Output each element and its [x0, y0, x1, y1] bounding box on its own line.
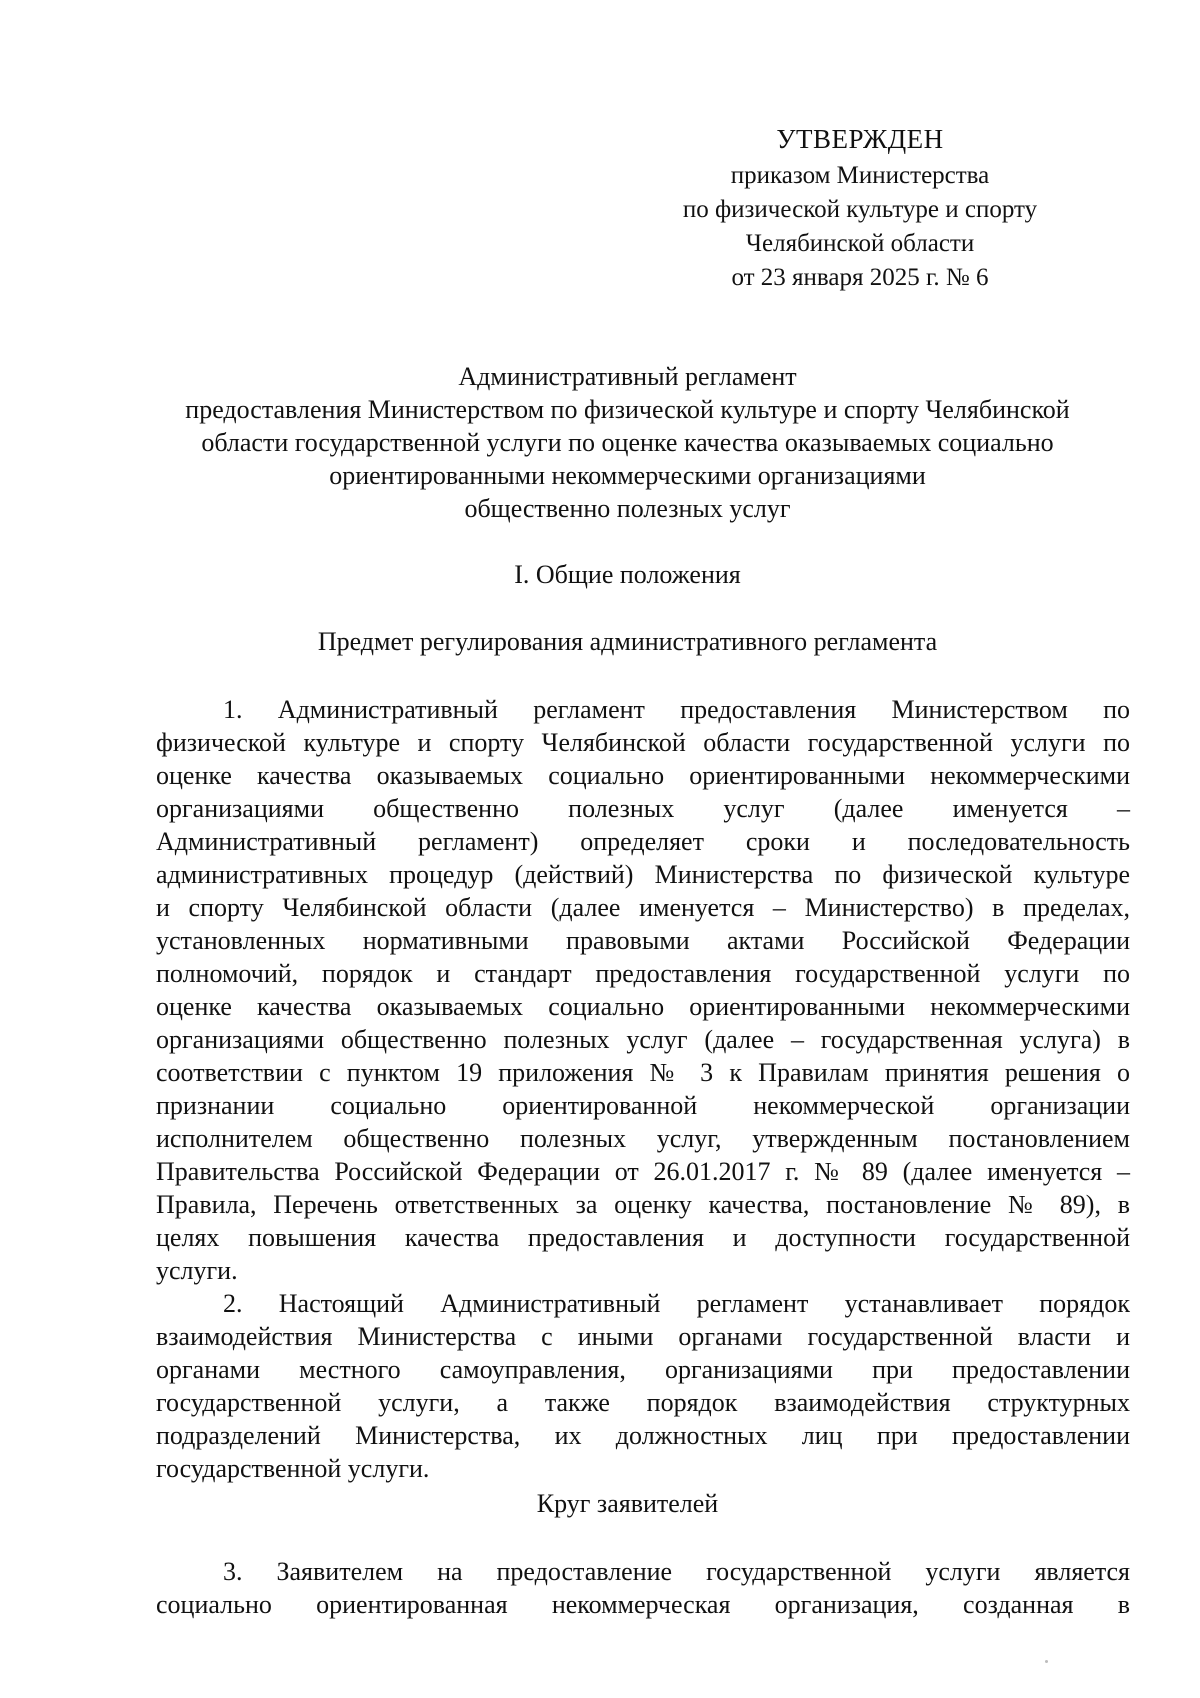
paragraph-1: [156, 693, 1130, 1287]
approval-line: по физической культуре и спорту: [682, 196, 1038, 223]
paragraph-line: организациями общественно полезных услуг (далее именуется –: [156, 794, 1130, 823]
approval-stamp-block: [600, 122, 1120, 295]
paragraph-line: организациями общественно полезных услуг (далее – государственная услуга) в: [156, 1025, 1130, 1054]
document-title-line: Административный регламент: [458, 362, 797, 391]
paragraph-line: оценке качества оказываемых социально ориентированными некоммерческими: [156, 992, 1130, 1021]
paragraph-line: и спорту Челябинской области (далее именуется – Министерство) в пределах,: [156, 893, 1130, 922]
approval-line: Челябинской области: [745, 230, 975, 257]
document-title-line: общественно полезных услуг: [464, 494, 791, 523]
scan-artifact: [1045, 1660, 1048, 1663]
section-subheading-subject: Предмет регулирования административного регламента: [317, 627, 938, 656]
approval-title: УТВЕРЖДЕН: [776, 124, 944, 154]
paragraph-line: Административный регламент) определяет сроки и последовательность: [156, 827, 1130, 856]
paragraph-line: органами местного самоуправления, организациями при предоставлении: [156, 1355, 1130, 1384]
paragraph-3: [156, 1555, 1130, 1621]
paragraph-line: признании социально ориентированной некоммерческой организации: [156, 1091, 1130, 1120]
paragraph-line: полномочий, порядок и стандарт предоставления государственной услуги по: [156, 959, 1130, 988]
paragraph-line: целях повышения качества предоставления и доступности государственной: [156, 1223, 1130, 1252]
paragraph-line: соответствии с пунктом 19 приложения № 3 к Правилам принятия решения о: [156, 1058, 1130, 1087]
document-title-line: ориентированными некоммерческими организациями: [329, 461, 926, 490]
paragraph-2: [156, 1287, 1130, 1485]
paragraph-line: социально ориентированная некоммерческая организация, созданная в: [156, 1590, 1130, 1619]
paragraph-line: административных процедур (действий) Министерства по физической культуре: [156, 860, 1130, 889]
paragraph-line: Правительства Российской Федерации от 26.01.2017 г. № 89 (далее именуется –: [156, 1157, 1130, 1186]
paragraph-line: 1. Административный регламент предоставления Министерством по: [223, 695, 1130, 724]
paragraph-line: физической культуре и спорту Челябинской области государственной услуги по: [156, 728, 1130, 757]
paragraph-line: государственной услуги.: [156, 1454, 430, 1483]
paragraph-line: подразделений Министерства, их должностных лиц при предоставлении: [156, 1421, 1130, 1450]
paragraph-line: Правила, Перечень ответственных за оценку качества, постановление № 89), в: [156, 1190, 1130, 1219]
approval-line: от 23 января 2025 г. № 6: [731, 264, 989, 291]
paragraph-line: 3. Заявителем на предоставление государственной услуги является: [223, 1557, 1130, 1586]
document-title: [130, 360, 1125, 525]
paragraph-line: установленных нормативными правовыми актами Российской Федерации: [156, 926, 1130, 955]
paragraph-line: государственной услуги, а также порядок взаимодействия структурных: [156, 1388, 1130, 1417]
approval-line: приказом Министерства: [730, 162, 990, 189]
paragraph-line: оценке качества оказываемых социально ориентированными некоммерческими: [156, 761, 1130, 790]
paragraph-line: исполнителем общественно полезных услуг, утвержденным постановлением: [156, 1124, 1130, 1153]
paragraph-line: взаимодействия Министерства с иными органами государственной власти и: [156, 1322, 1130, 1351]
document-title-line: предоставления Министерством по физической культуре и спорту Челябинской: [185, 395, 1070, 424]
document-title-line: области государственной услуги по оценке качества оказываемых социально: [201, 428, 1054, 457]
section-heading-applicants: Круг заявителей: [536, 1489, 719, 1518]
paragraph-line: услуги.: [156, 1256, 238, 1285]
paragraph-line: 2. Настоящий Административный регламент устанавливает порядок: [223, 1289, 1130, 1318]
section-heading-general: I. Общие положения: [514, 560, 741, 589]
